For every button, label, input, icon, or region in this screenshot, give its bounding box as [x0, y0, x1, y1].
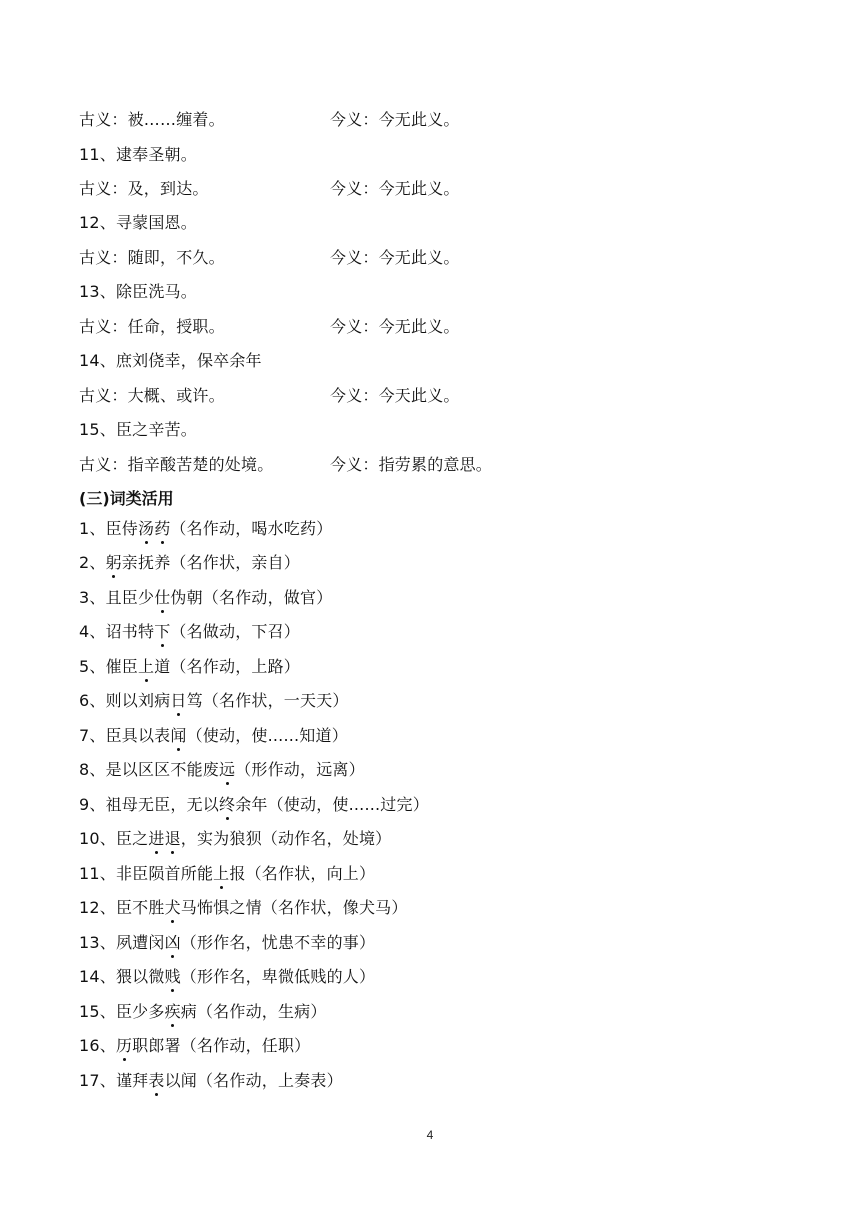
ancient-meaning: 古义：及，到达。: [79, 179, 209, 198]
emphasis-dot-char: 药: [154, 519, 171, 538]
emphasis-dot-char: 仕: [154, 588, 171, 607]
ancient-meaning-line: [79, 109, 460, 131]
list-item: 17、谨拜表以闻（名作动，上奏表）: [79, 1071, 343, 1090]
emphasis-dot-char: 上: [137, 657, 155, 676]
list-item: 8、是以区区不能废远（形作动，远离）: [79, 760, 365, 779]
list-item: 5、催臣上道（名作动，上路）: [79, 657, 300, 676]
list-item: 7、臣具以表闻（使动，使......知道）: [79, 726, 348, 745]
emphasis-dot-char: 犬: [164, 898, 181, 917]
ancient-meaning-line: [79, 454, 493, 476]
emphasis-dot-char: 远: [218, 760, 236, 779]
example-sentence: 14、庶刘侥幸，保卒余年: [79, 351, 262, 370]
emphasis-dot-char: 终: [218, 795, 236, 814]
example-sentence: 12、寻蒙国恩。: [79, 213, 197, 232]
ancient-meaning: 古义：指辛酸苦楚的处境。: [79, 455, 274, 474]
list-item: 3、且臣少仕伪朝（名作动，做官）: [79, 588, 333, 607]
list-item: 4、诏书特下（名做动，下召）: [79, 622, 300, 641]
ancient-meaning-line: [79, 178, 460, 200]
modern-meaning: 今义：今无此义。: [330, 110, 460, 129]
emphasis-dot-char: 上: [213, 864, 230, 883]
list-item: 9、祖母无臣，无以终余年（使动，使......过完）: [79, 795, 429, 814]
emphasis-dot-char: 疾: [164, 1002, 181, 1021]
section-heading: (三)词类活用: [79, 489, 174, 508]
ancient-meaning: 古义：任命，授职。: [79, 317, 225, 336]
ancient-meaning: 古义：大概、或许。: [79, 386, 225, 405]
ancient-meaning: 古义：被……缠着。: [79, 110, 225, 129]
modern-meaning: 今义：今无此义。: [330, 248, 460, 267]
modern-meaning: 今义：今无此义。: [330, 317, 460, 336]
page-number: 4: [426, 1128, 434, 1142]
modern-meaning: 今义：指劳累的意思。: [330, 455, 493, 474]
emphasis-dot-char: 下: [154, 622, 171, 641]
ancient-meaning: 古义：随即，不久。: [79, 248, 225, 267]
emphasis-dot-char: 日: [170, 691, 187, 710]
list-item: 15、臣少多疾病（名作动，生病）: [79, 1002, 327, 1021]
emphasis-dot-char: 表: [148, 1071, 165, 1090]
example-sentence: 13、除臣洗马。: [79, 282, 197, 301]
list-item: 2、躬亲抚养（名作状，亲自）: [79, 553, 301, 572]
list-item: 12、臣不胜犬马怖惧之情（名作状，像犬马）: [79, 898, 408, 917]
list-item: 16、历职郎署（名作动，任职）: [79, 1036, 311, 1055]
list-item: 13、夙遭闵凶（形作名，忧患不幸的事）: [79, 933, 376, 952]
emphasis-dot-char: 贱: [164, 967, 181, 986]
ancient-meaning-line: [79, 316, 460, 338]
list-item: 10、臣之进退，实为狼狈（动作名，处境）: [79, 829, 392, 848]
example-sentence: 11、逮奉圣朝。: [79, 145, 197, 164]
emphasis-dot-char: 退: [164, 829, 181, 848]
list-item: 6、则以刘病日笃（名作状，一天天）: [79, 691, 349, 710]
emphasis-dot-char: 汤: [137, 519, 155, 538]
emphasis-dot-char: 躬: [105, 553, 122, 572]
emphasis-dot-char: 历: [115, 1036, 133, 1055]
modern-meaning: 今义：今天此义。: [330, 386, 460, 405]
emphasis-dot-char: 闻: [170, 726, 187, 745]
list-item: 14、猥以微贱（形作名，卑微低贱的人）: [79, 967, 376, 986]
list-item: 11、非臣陨首所能上报（名作状，向上）: [79, 864, 376, 883]
modern-meaning: 今义：今无此义。: [330, 179, 460, 198]
example-sentence: 15、臣之辛苦。: [79, 420, 197, 439]
ancient-meaning-line: [79, 385, 460, 407]
emphasis-dot-char: 进: [148, 829, 165, 848]
list-item: 1、臣侍汤药（名作动，喝水吃药）: [79, 519, 333, 538]
ancient-meaning-line: [79, 247, 460, 269]
emphasis-dot-char: 凶: [164, 933, 181, 952]
